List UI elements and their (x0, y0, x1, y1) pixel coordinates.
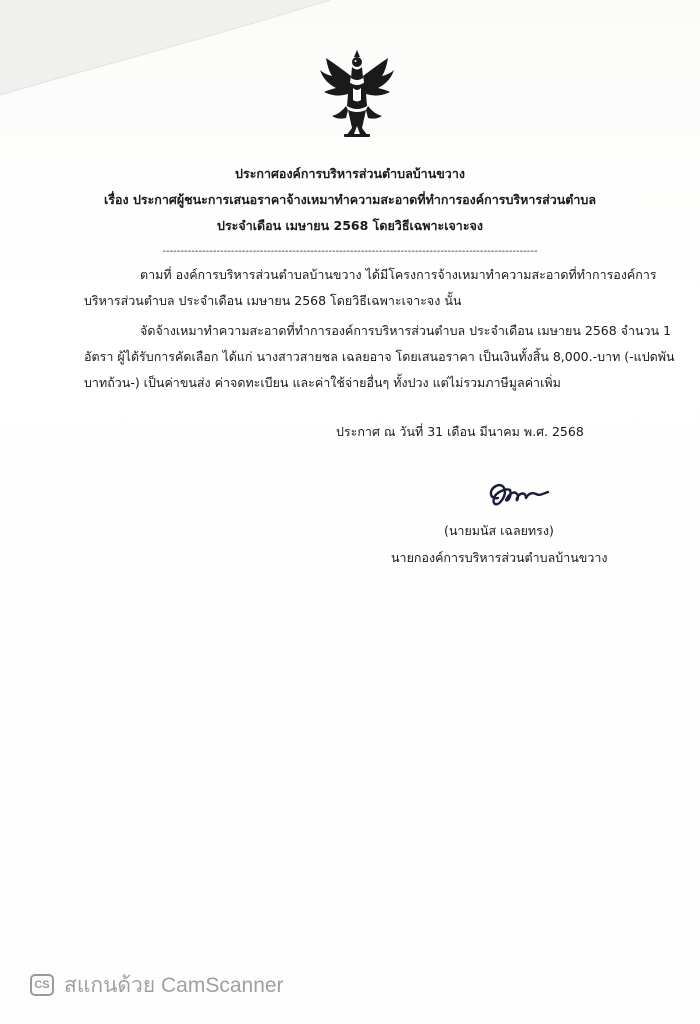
garuda-emblem (318, 48, 396, 140)
announcement-org-title: ประกาศองค์การบริหารส่วนตำบลบ้านขวาง (235, 166, 465, 181)
camscanner-watermark-text: สแกนด้วย CamScanner (64, 973, 284, 997)
header-divider: -------------------------------------------------------------------------------------------------------- (162, 246, 538, 257)
signatory-name: (นายมนัส เฉลยทรง) (444, 523, 554, 538)
signatory-position: นายกองค์การบริหารส่วนตำบลบ้านขวาง (391, 550, 608, 565)
paragraph-2-line-3: บาทถ้วน-) เป็นค่าขนส่ง ค่าจดทะเบียน และค่าใช้จ่ายอื่นๆ ทั้งปวง แต่ไม่รวมภาษีมูลค่าเพิ่ม (84, 375, 561, 390)
camscanner-watermark (30, 970, 284, 1000)
announcement-subject-period: ประจำเดือน เมษายน 2568 โดยวิธีเฉพาะเจาะจง (217, 218, 483, 233)
announcement-date: ประกาศ ณ วันที่ 31 เดือน มีนาคม พ.ศ. 2568 (336, 424, 584, 439)
camscanner-logo-icon: CS (30, 974, 54, 996)
paragraph-1-line-2: บริหารส่วนตำบล ประจำเดือน เมษายน 2568 โดยวิธีเฉพาะเจาะจง นั้น (84, 293, 462, 308)
paragraph-2-line-1: จัดจ้างเหมาทำความสะอาดที่ทำการองค์การบริหารส่วนตำบล ประจำเดือน เมษายน 2568 จำนวน 1 (140, 323, 672, 338)
paragraph-2-line-2: อัตรา ผู้ได้รับการคัดเลือก ได้แก่ นางสาวสายชล เฉลยอาจ โดยเสนอราคา เป็นเงินทั้งสิ้น 8,000.-บาท (-แปดพัน (84, 349, 675, 364)
handwritten-signature (484, 476, 554, 512)
paragraph-1-line-1: ตามที่ องค์การบริหารส่วนตำบลบ้านขวาง ได้มีโครงการจ้างเหมาทำความสะอาดที่ทำการองค์การ (140, 267, 657, 282)
announcement-subject: เรื่อง ประกาศผู้ชนะการเสนอราคาจ้างเหมาทำความสะอาดที่ทำการองค์การบริหารส่วนตำบล (104, 192, 596, 207)
